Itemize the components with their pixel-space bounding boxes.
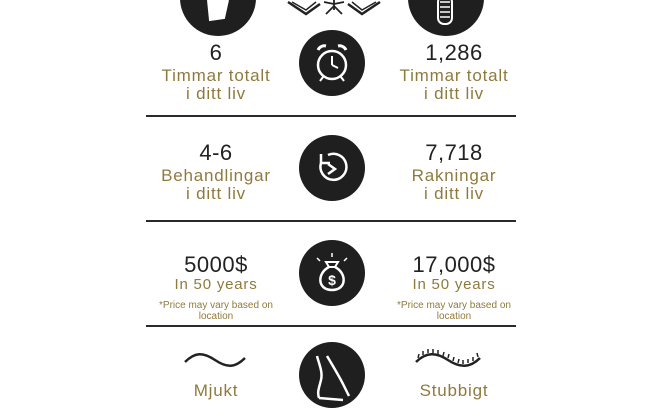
row1-left-value: 6 — [209, 40, 223, 65]
row3-left-note: *Price may vary based on — [159, 300, 273, 311]
divider-3 — [146, 325, 516, 327]
row3-right-label: In 50 years — [412, 276, 496, 293]
row1-left-label-2: i ditt liv — [186, 84, 246, 103]
stubble-wave-icon — [414, 348, 484, 370]
row1-right-label-2: i ditt liv — [424, 84, 484, 103]
row4-left-label: Mjukt — [193, 381, 239, 400]
divider-2 — [146, 220, 516, 222]
leg-icon — [180, 0, 256, 36]
row2-left-label: Behandlingar — [161, 166, 271, 185]
row2-right-label: Rakningar — [411, 166, 497, 185]
row1-left-label: Timmar totalt — [161, 66, 271, 85]
row3-right-value: 17,000$ — [412, 252, 496, 277]
row4-right-label: Stubbigt — [419, 381, 489, 400]
wax-strip-icon — [408, 0, 484, 36]
row2-left-value: 4-6 — [199, 140, 233, 165]
row2-left-label-2: i ditt liv — [186, 184, 246, 203]
top-right-circle — [408, 0, 484, 36]
row3-left-note-2: location — [198, 311, 234, 322]
row3-left-label: In 50 years — [174, 276, 258, 293]
top-left-circle — [180, 0, 256, 36]
row1-right-label: Timmar totalt — [399, 66, 509, 85]
row3-right-note-2: location — [436, 311, 472, 322]
smooth-wave-icon — [183, 350, 247, 370]
row3-icon-circle — [299, 240, 365, 306]
divider-1 — [146, 115, 516, 117]
row3-left-value: 5000$ — [184, 252, 248, 277]
money-bag-icon — [299, 240, 365, 306]
row3-right-note: *Price may vary based on — [397, 300, 511, 311]
svg-text:$: $ — [328, 272, 336, 288]
row1-right-value: 1,286 — [425, 40, 483, 65]
row2-right-label-2: i ditt liv — [424, 184, 484, 203]
razor-spark-icon — [284, 0, 384, 26]
row2-right-value: 7,718 — [425, 140, 483, 165]
